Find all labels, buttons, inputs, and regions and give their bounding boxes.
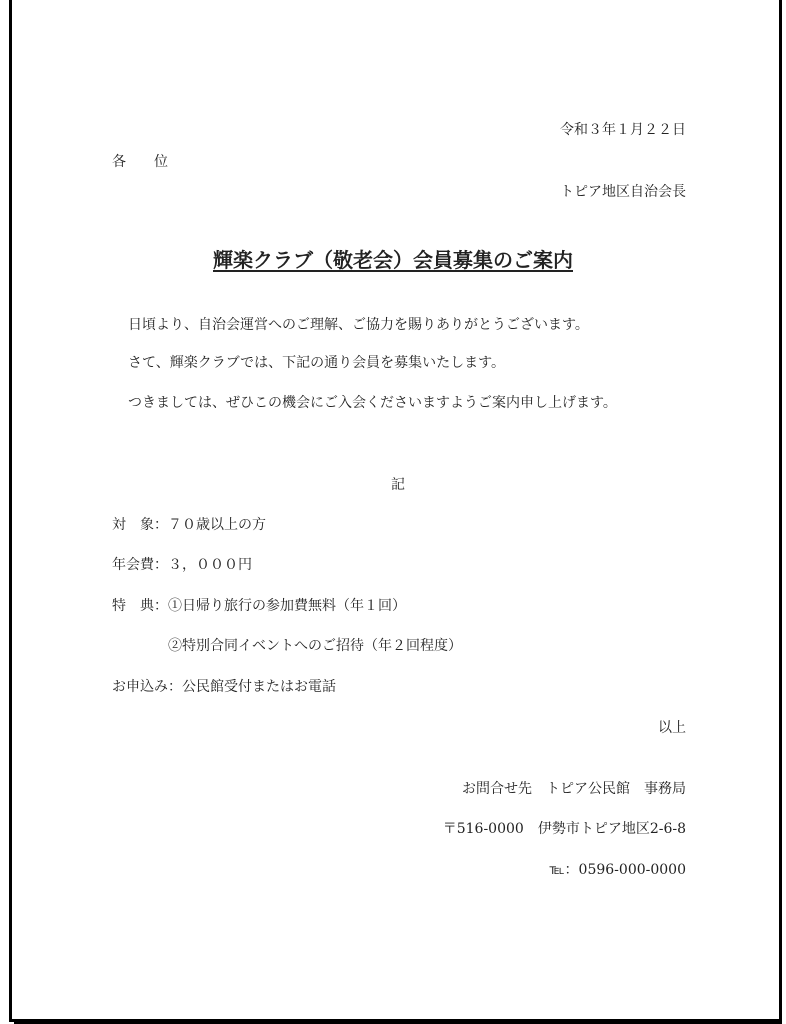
item-target: 対 象：７０歳以上の方 [112, 517, 266, 533]
ki-heading: 記 [391, 477, 405, 493]
page-shadow-right [779, 4, 782, 1024]
item-fee: 年会費：３，０００円 [112, 557, 252, 573]
document-date: 令和３年１月２２日 [560, 122, 686, 138]
sender: トピア地区自治会長 [560, 184, 686, 200]
item-benefit-2: ②特別合同イベントへのご招待（年２回程度） [112, 638, 462, 654]
title-text: 輝楽クラブ（敬老会）会員募集のご案内 [213, 248, 573, 272]
item-benefit-1: 特 典：①日帰り旅行の参加費無料（年１回） [112, 598, 406, 614]
body-paragraph: 日頃より、自治会運営へのご理解、ご協力を賜りありがとうございます。 [128, 317, 589, 333]
addressee: 各 位 [112, 154, 168, 170]
document-title [0, 244, 786, 273]
contact-office: お問合せ先 トピア公民館 事務局 [462, 781, 686, 797]
ijou: 以上 [658, 720, 686, 736]
body-paragraph: さて、輝楽クラブでは、下記の通り会員を募集いたします。 [128, 355, 506, 371]
item-application: お申込み：公民館受付またはお電話 [112, 679, 336, 695]
body-paragraph: つきましては、ぜひこの機会にご入会くださいますようご案内申し上げます。 [128, 395, 617, 411]
page-shadow-bottom [14, 1020, 782, 1024]
contact-address: 〒516-0000 伊勢市トピア地区2-6-8 [442, 821, 686, 837]
contact-phone: ℡：0596-000-0000 [549, 862, 686, 878]
